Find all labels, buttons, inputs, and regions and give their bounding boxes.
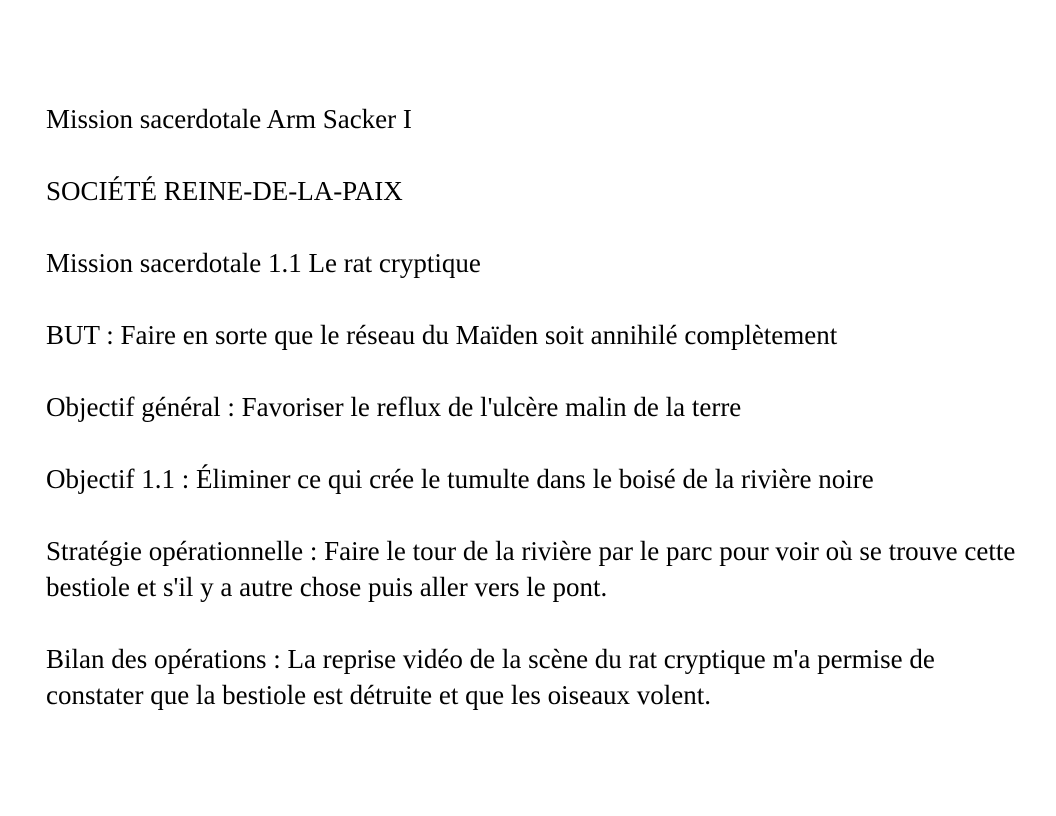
society-name: SOCIÉTÉ REINE-DE-LA-PAIX: [46, 176, 403, 206]
results-paragraph: Bilan des opérations : La reprise vidéo de la scène du rat cryptique m'a permise de constater que la bestiole est détruite et que les oiseaux volent.: [46, 644, 935, 710]
mission-title: Mission sacerdotale Arm Sacker I: [46, 104, 412, 134]
goal-paragraph: BUT : Faire en sorte que le réseau du Maïden soit annihilé complètement: [46, 320, 838, 350]
general-objective-paragraph: Objectif général : Favoriser le reflux de l'ulcère malin de la terre: [46, 392, 742, 422]
document-page: [46, 101, 1016, 713]
mission-subtitle: Mission sacerdotale 1.1 Le rat cryptique: [46, 248, 481, 278]
objective-1-1-paragraph: Objectif 1.1 : Éliminer ce qui crée le tumulte dans le boisé de la rivière noire: [46, 464, 874, 494]
strategy-paragraph: Stratégie opérationnelle : Faire le tour de la rivière par le parc pour voir où se trouve cette bestiole et s'il y a autre chose puis aller vers le pont.: [46, 536, 1016, 602]
